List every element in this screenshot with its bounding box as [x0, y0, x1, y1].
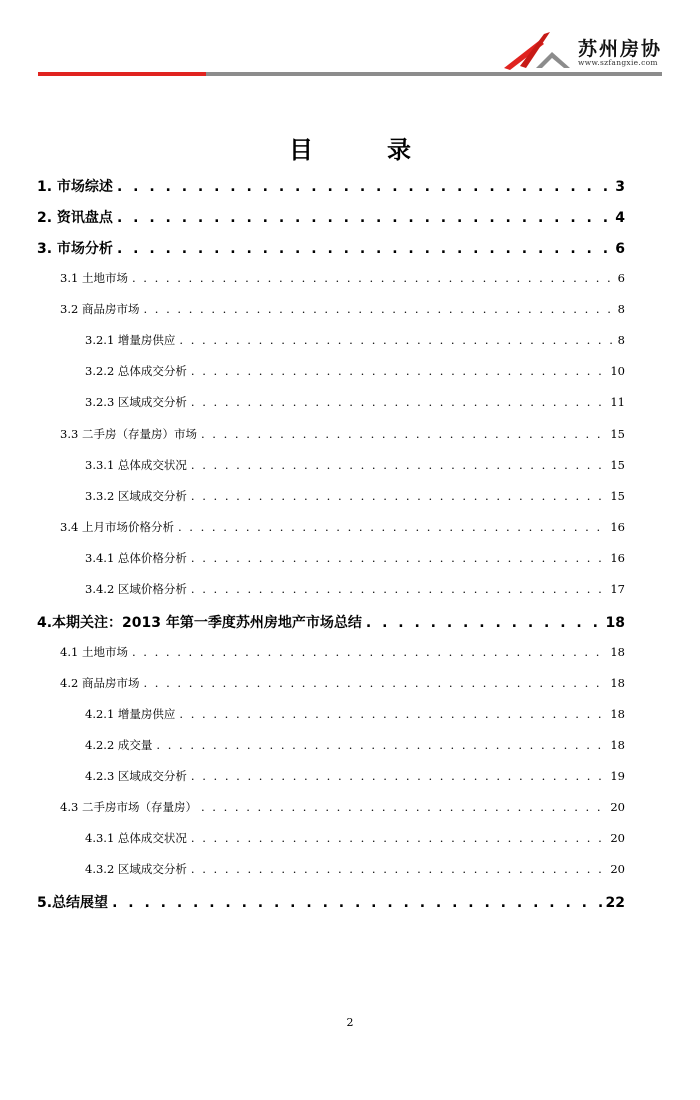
toc-entry[interactable]	[60, 519, 625, 535]
toc-leader	[179, 707, 606, 721]
toc-entry[interactable]	[85, 737, 625, 753]
toc-entry[interactable]	[60, 426, 625, 442]
toc-leader	[201, 800, 606, 814]
toc-entry-page: 11	[610, 395, 625, 409]
toc-entry-page: 16	[610, 520, 625, 534]
toc-entry-label: 4.3.1 总体成交状况	[85, 831, 187, 845]
toc-entry[interactable]	[37, 238, 625, 258]
toc-entry-page: 10	[610, 364, 625, 378]
toc-entry[interactable]	[60, 644, 625, 660]
header-rule-red	[38, 72, 206, 76]
toc-title-right: 录	[387, 135, 411, 164]
toc-entry[interactable]	[60, 270, 625, 286]
page-number: 2	[346, 1016, 354, 1029]
toc-entry[interactable]	[85, 457, 625, 473]
toc-entry-label: 3.1 土地市场	[60, 271, 128, 285]
toc-entry-label: 3.2.1 增量房供应	[85, 333, 176, 347]
toc-entry[interactable]	[85, 706, 625, 722]
toc-entry-page: 20	[610, 800, 625, 814]
toc-entry-page: 3	[615, 179, 625, 195]
toc-entry-page: 15	[610, 427, 625, 441]
toc-leader	[366, 615, 602, 631]
toc-entry-page: 20	[610, 862, 625, 876]
toc-entry-page: 17	[610, 582, 625, 596]
toc-leader	[132, 645, 606, 659]
toc-entry-page: 15	[610, 489, 625, 503]
toc-leader	[191, 551, 606, 565]
toc-entry[interactable]	[85, 332, 625, 348]
toc-entry-page: 15	[610, 458, 625, 472]
toc-leader	[191, 458, 606, 472]
toc-leader	[191, 395, 606, 409]
toc-leader	[117, 210, 611, 226]
toc-entry[interactable]	[85, 550, 625, 566]
toc-entry-label: 4.2 商品房市场	[60, 676, 140, 690]
toc-entry[interactable]	[37, 207, 625, 227]
toc-entry[interactable]	[37, 892, 625, 912]
toc-entry-page: 20	[610, 831, 625, 845]
toc-leader	[178, 520, 606, 534]
toc-entry-page: 18	[610, 707, 625, 721]
toc-entry-label: 3. 市场分析	[37, 241, 113, 257]
toc-entry-label: 3.4.2 区域价格分析	[85, 582, 187, 596]
toc-entry-label: 4.本期关注：2013 年第一季度苏州房地产市场总结	[37, 615, 362, 631]
toc-entry[interactable]	[85, 768, 625, 784]
toc-leader	[143, 676, 606, 690]
toc-entry[interactable]	[85, 488, 625, 504]
toc-entry-label: 2. 资讯盘点	[37, 210, 113, 226]
toc-entry-label: 3.2.2 总体成交分析	[85, 364, 187, 378]
toc-leader	[117, 179, 611, 195]
toc-entry-page: 18	[610, 676, 625, 690]
toc-title	[0, 130, 700, 165]
toc-entry-label: 3.4 上月市场价格分析	[60, 520, 174, 534]
toc-entry-label: 5.总结展望	[37, 895, 109, 911]
toc-leader	[191, 862, 606, 876]
toc-entry[interactable]	[85, 861, 625, 877]
toc-leader	[201, 427, 606, 441]
toc-entry-page: 18	[605, 615, 625, 631]
toc-leader	[191, 364, 606, 378]
logo-pen-icon	[500, 28, 574, 72]
logo-url: www.szfangxie.com	[578, 58, 658, 67]
toc-entry-label: 3.3 二手房（存量房）市场	[60, 427, 197, 441]
toc-entry[interactable]	[85, 394, 625, 410]
toc-entry[interactable]	[60, 675, 625, 691]
toc-entry-page: 18	[610, 645, 625, 659]
toc-entry-label: 3.2.3 区域成交分析	[85, 395, 187, 409]
toc-leader	[191, 769, 606, 783]
toc-entry-label: 4.1 土地市场	[60, 645, 128, 659]
toc-entry-page: 19	[610, 769, 625, 783]
toc-leader	[191, 582, 606, 596]
logo-name: 苏州房协	[578, 38, 663, 60]
toc-leader	[156, 738, 606, 752]
header-rule-gray	[206, 72, 662, 76]
toc-entry-label: 3.2 商品房市场	[60, 302, 140, 316]
toc-leader	[112, 895, 601, 911]
toc-entry-label: 1. 市场综述	[37, 179, 113, 195]
toc-entry-label: 4.2.3 区域成交分析	[85, 769, 187, 783]
toc-entry-page: 22	[605, 895, 625, 911]
toc-entry-page: 6	[615, 241, 625, 257]
toc-entry-page: 6	[617, 271, 625, 285]
toc-entry-page: 8	[617, 302, 625, 316]
toc-entry[interactable]	[60, 301, 625, 317]
toc-title-left: 目	[289, 135, 313, 164]
toc-entry-label: 4.2.1 增量房供应	[85, 707, 176, 721]
toc-entry-page: 8	[617, 333, 625, 347]
page-header	[0, 0, 700, 80]
toc-entry-page: 4	[615, 210, 625, 226]
toc-entry-label: 4.3.2 区域成交分析	[85, 862, 187, 876]
toc-entry-label: 4.3 二手房市场（存量房）	[60, 800, 197, 814]
toc-entry-label: 4.2.2 成交量	[85, 738, 153, 752]
toc-entry[interactable]	[37, 176, 625, 196]
toc-entry[interactable]	[85, 581, 625, 597]
toc-leader	[132, 271, 614, 285]
toc-entry[interactable]	[85, 830, 625, 846]
toc-leader	[191, 831, 606, 845]
toc-entry-label: 3.3.2 区域成交分析	[85, 489, 187, 503]
toc-leader	[191, 489, 606, 503]
toc-leader	[143, 302, 613, 316]
toc-entry-page: 18	[610, 738, 625, 752]
toc-leader	[179, 333, 613, 347]
toc-entry[interactable]	[37, 612, 625, 632]
toc-leader	[117, 241, 611, 257]
toc-entry-label: 3.3.1 总体成交状况	[85, 458, 187, 472]
toc-entry-label: 3.4.1 总体价格分析	[85, 551, 187, 565]
toc-entry[interactable]	[85, 363, 625, 379]
toc-entry[interactable]	[60, 799, 625, 815]
toc-entry-page: 16	[610, 551, 625, 565]
